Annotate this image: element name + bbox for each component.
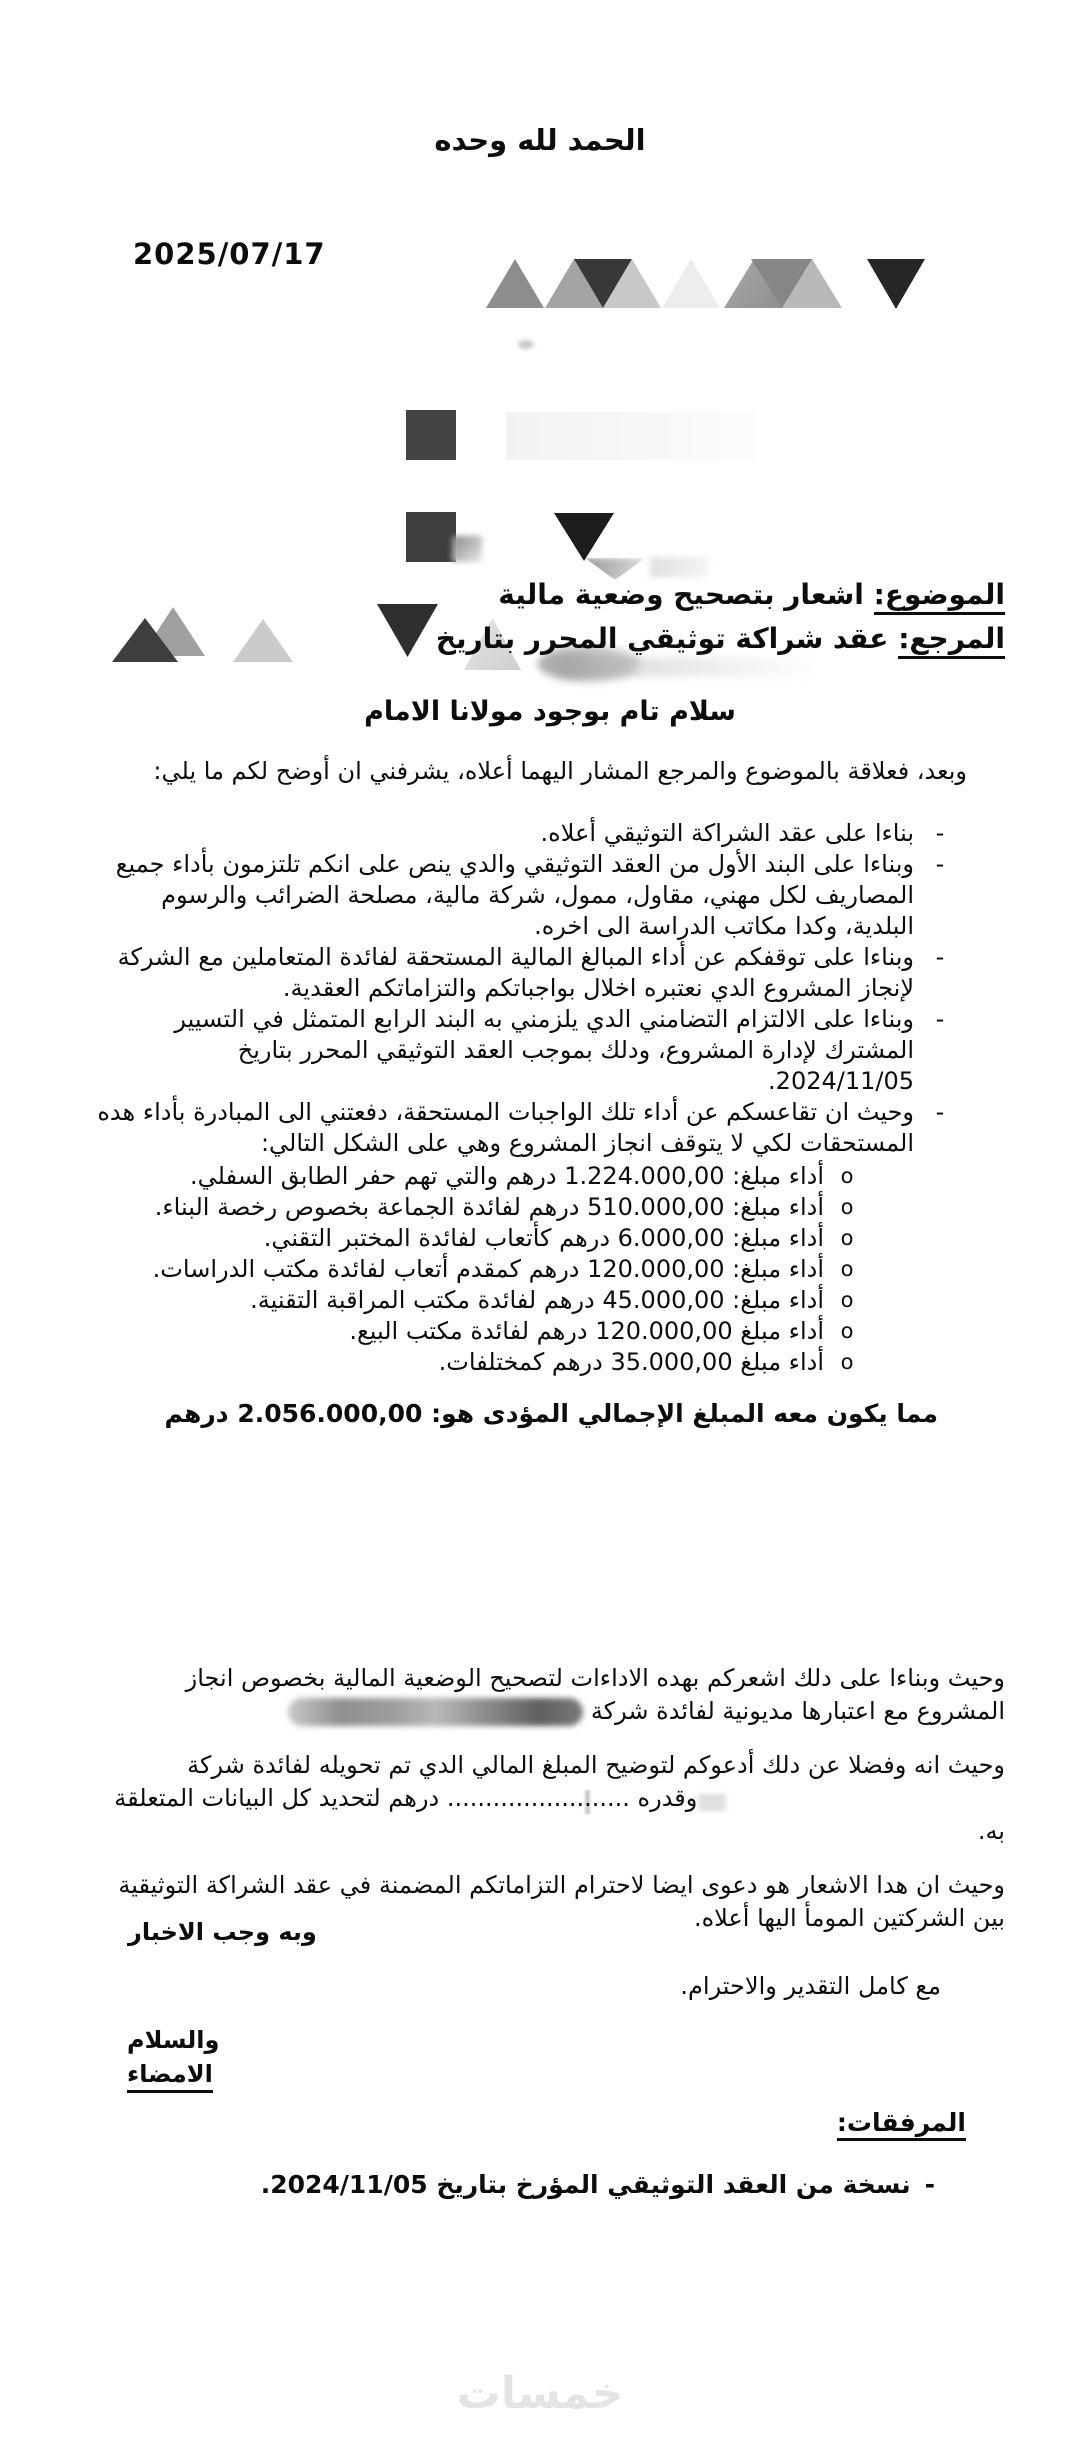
- logo-triangle: [486, 259, 544, 308]
- main-clauses: [95, 818, 952, 1429]
- subject-label: الموضوع:: [874, 578, 1005, 615]
- payment-text: أداء مبلغ: 45.000,00 درهم لفائدة مكتب المراقبة التقنية.: [250, 1286, 824, 1314]
- clause-item: [95, 942, 952, 1004]
- correction-text: وحيث وبناءا على دلك اشعركم بهده الاداءات لتصحيح الوضعية المالية بخصوص انجاز المشروع مع اعتبارها مديونية لفائدة شركة: [185, 1664, 1005, 1725]
- correction-paragraph: [95, 1662, 1005, 1728]
- letter-date: 2025/07/17: [133, 237, 326, 271]
- transfer-text-2: وقدره ........................ درهم لتحديد كل البيانات المتعلقة به.: [114, 1784, 1005, 1845]
- dash-bullet-marker: -: [935, 819, 945, 847]
- signature-label: الامضاء: [127, 2060, 213, 2093]
- logo-triangle: [377, 604, 438, 657]
- dash-bullet-marker: -: [935, 850, 945, 878]
- attachment-item: [261, 2170, 935, 2199]
- intro-paragraph: وبعد، فعلاقة بالموضوع والمرجع المشار اليهما أعلاه، يشرفني ان أوضح لكم ما يلي:: [153, 757, 967, 785]
- logo-faded-block: [506, 412, 758, 460]
- reference-label: المرجع:: [898, 622, 1005, 659]
- regards-line: مع كامل التقدير والاحترام.: [680, 1972, 941, 2000]
- total-amount-line: مما يكون معه المبلغ الإجمالي المؤدى هو: 2.056.000,00 درهم: [164, 1399, 938, 1428]
- clause-text: بناءا على عقد الشراكة التوثيقي أعلاه.: [540, 819, 914, 847]
- circle-bullet-marker: o: [840, 1164, 854, 1188]
- subject-line: [436, 573, 1005, 617]
- circle-bullet-marker: o: [840, 1350, 854, 1374]
- logo-square: [406, 410, 456, 460]
- attachments-label: المرفقات:: [837, 2108, 966, 2141]
- logo-triangle: [662, 259, 720, 308]
- clause-text: وبناءا على البند الأول من العقد التوثيقي والدي ينص على انكم تلتزمون بأداء جميع المصاريف لكل مهني، مقاول، ممول، شركة مالية، مصلحة الضرائب والرسوم البلدية، وكدا مكاتب الدراسة الى اخره.: [115, 850, 914, 940]
- payment-text: أداء مبلغ 120.000,00 درهم لفائدة مكتب البيع.: [349, 1317, 824, 1345]
- subject-block: [436, 573, 1005, 661]
- logo-triangle: [233, 619, 293, 662]
- payment-item: [95, 1161, 858, 1192]
- payments-list: [95, 1161, 858, 1378]
- payment-text: أداء مبلغ: 1.224.000,00 درهم والتي تهم حفر الطابق السفلي.: [190, 1162, 824, 1190]
- notice-line: وبه وجب الاخبار: [128, 1918, 317, 1946]
- logo-triangle: [554, 513, 614, 561]
- redacted-company-name: [288, 1698, 583, 1726]
- khamsat-watermark: خمسات: [456, 2368, 624, 2419]
- payment-item: [95, 1347, 858, 1378]
- reference-line: [436, 617, 1005, 661]
- payment-item: [95, 1192, 858, 1223]
- scan-speck: [518, 340, 534, 349]
- attachment-text: نسخة من العقد التوثيقي المؤرخ بتاريخ 2024/11/05.: [260, 2170, 911, 2199]
- payment-text: أداء مبلغ: 6.000,00 درهم كأتعاب لفائدة المختبر التقني.: [263, 1224, 824, 1252]
- dash-bullet-marker: -: [924, 2170, 935, 2199]
- clause-item: [95, 1004, 952, 1097]
- clause-item: [95, 818, 952, 849]
- payment-text: أداء مبلغ: 510.000,00 درهم لفائدة الجماعة بخصوص رخصة البناء.: [154, 1193, 824, 1221]
- circle-bullet-marker: o: [840, 1257, 854, 1281]
- circle-bullet-marker: o: [840, 1195, 854, 1219]
- payment-text: أداء مبلغ 35.000,00 درهم كمختلفات.: [438, 1348, 824, 1376]
- logo-triangle: [867, 259, 925, 309]
- clause-item: [95, 849, 952, 942]
- circle-bullet-marker: o: [840, 1226, 854, 1250]
- payment-text: أداء مبلغ: 120.000,00 درهم كمقدم أتعاب لفائدة مكتب الدراسات.: [152, 1255, 824, 1283]
- closing-salam: والسلام: [127, 2026, 220, 2054]
- payment-item: [95, 1223, 858, 1254]
- subject-text: اشعار بتصحيح وضعية مالية: [498, 578, 874, 611]
- payment-item: [95, 1316, 858, 1347]
- clause-text: وحيث ان تقاعسكم عن أداء تلك الواجبات المستحقة، دفعتني الى المبادرة بأداء هده المستحقات لكي لا يتوقف انجاز المشروع وهي على الشكل التالي:: [97, 1098, 914, 1157]
- circle-bullet-marker: o: [840, 1319, 854, 1343]
- clause-text: وبناءا على توقفكم عن أداء المبالغ المالية المستحقة لفائدة المتعاملين مع الشركة لإنجاز المشروع الدي نعتبره اخلال بواجباتكم والتزاماتكم العقدية.: [117, 943, 914, 1002]
- greeting-line: سلام تام بوجود مولانا الامام: [364, 696, 736, 727]
- whited-out-name: [705, 1798, 1005, 1806]
- dash-bullet-marker: -: [935, 1005, 945, 1033]
- respect-paragraph: وحيث ان هدا الاشعار هو دعوى ايضا لاحترام التزاماتكم المضمنة في عقد الشراكة التوثيقية بين الشركتين المومأ اليها أعلاه.: [118, 1871, 1005, 1932]
- reference-text: عقد شراكة توثيقي المحرر بتاريخ: [435, 622, 899, 655]
- logo-square: [406, 512, 456, 562]
- transfer-paragraph: [95, 1749, 1005, 1848]
- dash-bullet-marker: -: [935, 943, 945, 971]
- dash-bullet-marker: -: [935, 1098, 945, 1126]
- basmala-header: الحمد لله وحده: [434, 123, 646, 157]
- transfer-text-1: وحيث انه وفضلا عن دلك أدعوكم لتوضيح المبلغ المالي الدي تم تحويله لفائدة شركة: [187, 1751, 1005, 1779]
- payment-item: [95, 1285, 858, 1316]
- circle-bullet-marker: o: [840, 1288, 854, 1312]
- clause-item: [95, 1097, 952, 1159]
- logo-fragment: [452, 536, 482, 562]
- closing-clauses: [95, 1662, 1005, 1956]
- payment-item: [95, 1254, 858, 1285]
- clause-text: وبناءا على الالتزام التضامني الدي يلزمني به البند الرابع المتمثل في التسيير المشترك لإدارة المشروع، ودلك بموجب العقد التوثيقي المحرر بتاريخ 2024/11/05.: [174, 1005, 914, 1095]
